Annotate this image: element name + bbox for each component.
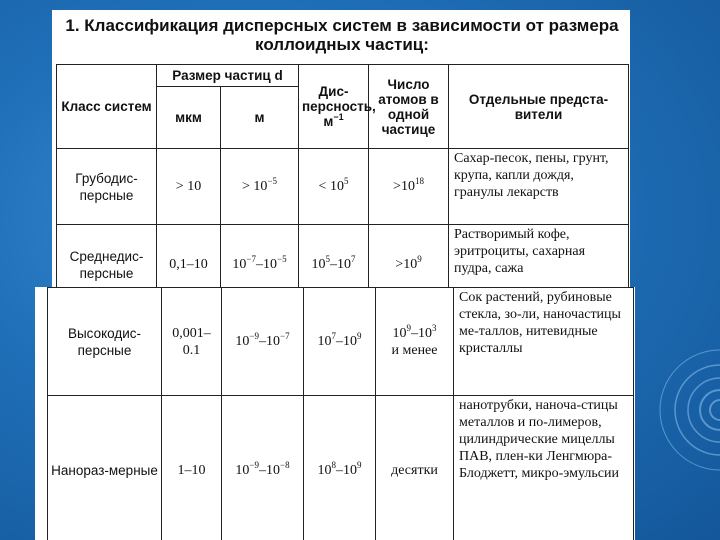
header-atoms: Число атомов в одной частице [369, 65, 449, 149]
header-dispersity: Дис-персность, $м^{-1}$ [299, 65, 369, 149]
cell-mkm: > 10 [157, 149, 221, 225]
cell-m: > $10^{-5}$ [221, 149, 299, 225]
table-panel-bottom [35, 287, 635, 540]
cell-atoms: $>10^9$ [369, 225, 449, 288]
cell-mkm: 1–10 [162, 396, 222, 540]
table-row [57, 225, 629, 288]
cell-atoms: $>10^{18}$ [369, 149, 449, 225]
cell-mkm: 0,1–10 [157, 225, 221, 288]
cell-class: Грубодис-персные [57, 149, 157, 225]
header-mkm: мкм [157, 87, 221, 149]
cell-atoms: десятки [376, 396, 454, 540]
page-title: 1. Классификация дисперсных систем в зависимости от размера коллоидных частиц: [65, 16, 619, 54]
table-panel-top [52, 10, 630, 287]
classification-table-continued [47, 287, 634, 540]
classification-table [56, 64, 629, 287]
cell-class: Нанораз-мерные [48, 396, 162, 540]
table-row [48, 288, 634, 396]
cell-representatives: Сок растений, рубиновые стекла, зо-ли, наночастицы ме-таллов, нитевидные кристаллы [454, 288, 634, 396]
cell-m: $10^{-9}-10^{-8}$ [222, 396, 304, 540]
cell-mkm: 0,001–0.1 [162, 288, 222, 396]
cell-representatives: Сахар-песок, пены, грунт, крупа, капли дождя, гранулы лекарств [449, 149, 629, 225]
header-size: Размер частиц d [157, 65, 299, 87]
header-m: м [221, 87, 299, 149]
header-class: Класс систем [57, 65, 157, 149]
cell-dispersity: $10^5-10^7$ [299, 225, 369, 288]
table-row [48, 396, 634, 540]
cell-dispersity: $10^8-10^9$ [304, 396, 376, 540]
cell-atoms: $10^9-10^3$ и менее [376, 288, 454, 396]
cell-dispersity: $10^7-10^9$ [304, 288, 376, 396]
cell-m: $10^{-9}-10^{-7}$ [222, 288, 304, 396]
cell-representatives: нанотрубки, наноча-стицы металлов и по-лимеров, цилиндрические мицеллы ПАВ, плен-ки Ленгмюра-Блоджетт, микро-эмульсии [454, 396, 634, 540]
table-row [57, 149, 629, 225]
cell-class: Среднедис-персные [57, 225, 157, 288]
cell-representatives: Растворимый кофе, эритроциты, сахарная пудра, сажа [449, 225, 629, 288]
cell-class: Высокодис-персные [48, 288, 162, 396]
cell-dispersity: < $10^5$ [299, 149, 369, 225]
swirl-decoration [640, 330, 720, 490]
cell-m: $10^{-7}-10^{-5}$ [221, 225, 299, 288]
header-representatives: Отдельные предста-вители [449, 65, 629, 149]
